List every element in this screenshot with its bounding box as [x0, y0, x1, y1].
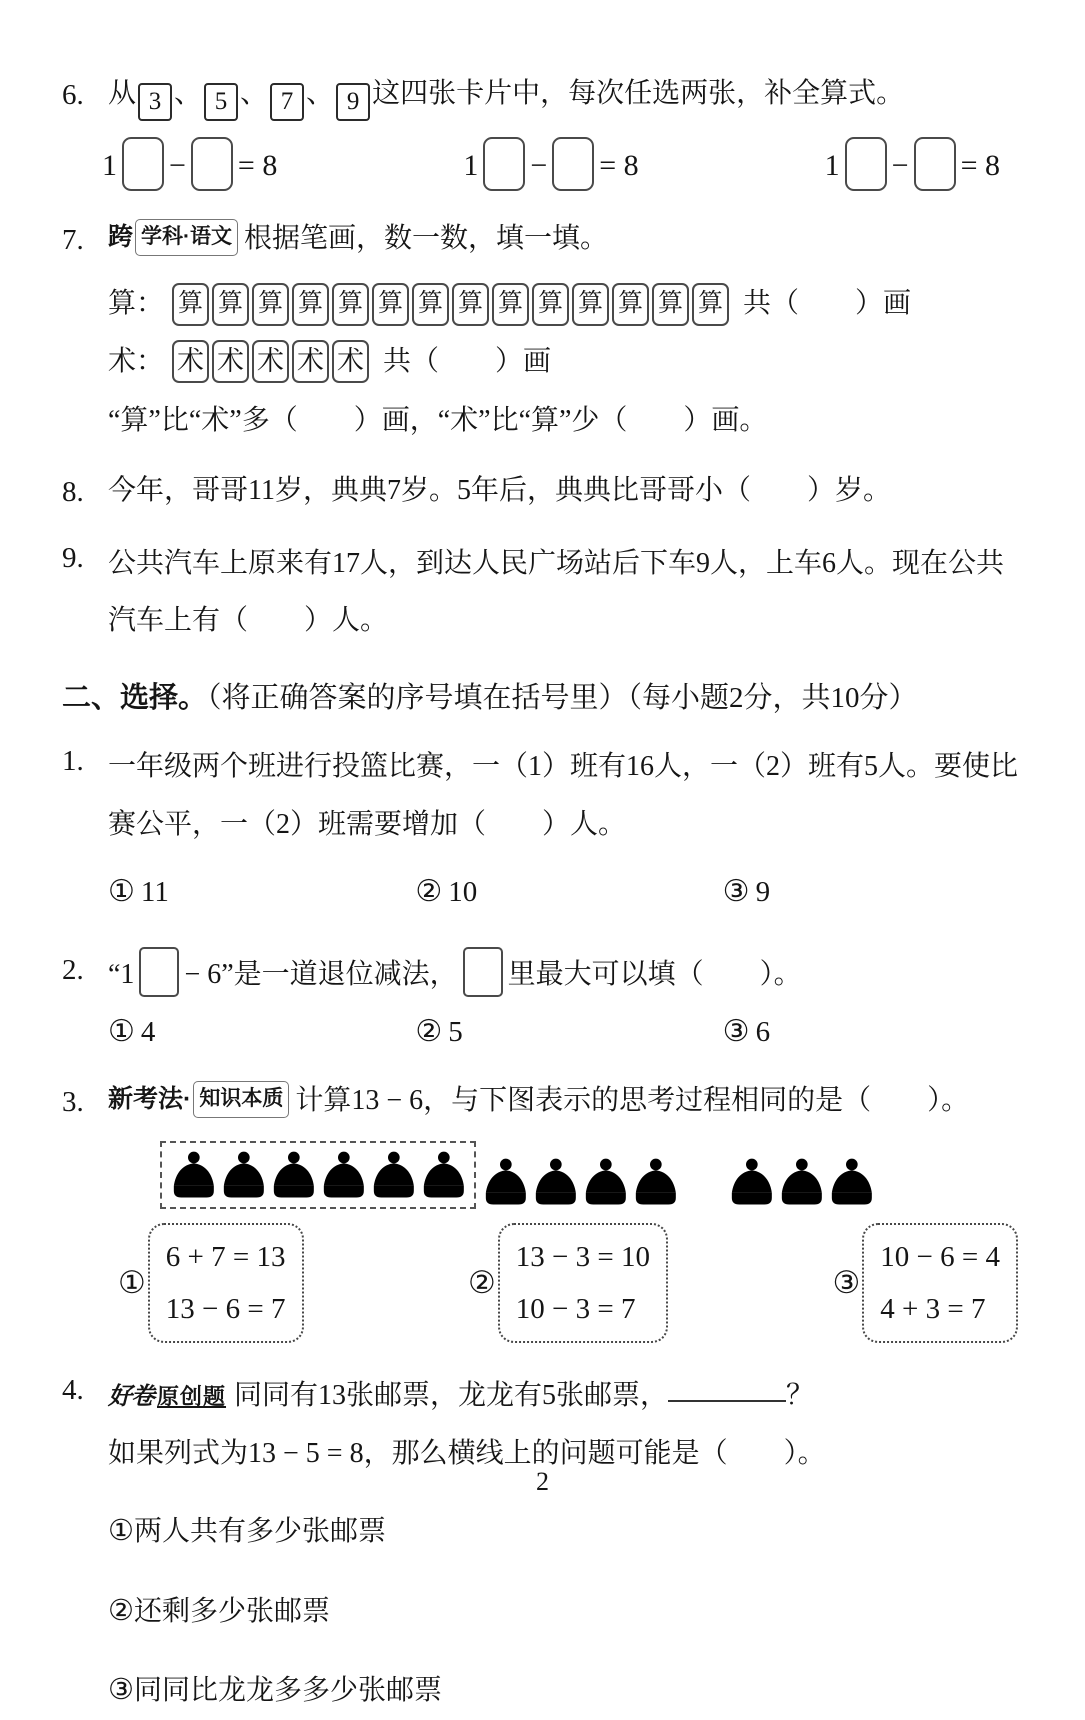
question-number: 2. [62, 953, 84, 986]
choice-q3-text: 计算13 − 6，与下图表示的思考过程相同的是（ ）。 [295, 1085, 970, 1117]
cake-icon [826, 1155, 876, 1209]
choice-q1-body [108, 738, 1030, 922]
question-8-text: 今年，哥哥11岁，典典7岁。5年后，典典比哥哥小（ ）岁。 [108, 474, 891, 506]
question-number: 3. [62, 1086, 84, 1119]
cake-icon [368, 1148, 418, 1202]
question-number: 6. [62, 79, 84, 111]
option-mark: ① [108, 875, 135, 909]
cake-icon [318, 1148, 368, 1202]
option-mark: ③ [108, 1674, 134, 1707]
shu-label: 术： [108, 345, 165, 377]
question-number: 1. [62, 745, 84, 778]
equation-line: 6 + 7 = 13 [165, 1241, 286, 1273]
stroke-box: 术 [172, 340, 209, 383]
stroke-box: 算 [492, 283, 529, 326]
q6-equations [102, 137, 1000, 191]
choice-q1-text: 一年级两个班进行投篮比赛，一（1）班有16人，一（2）班有5人。要使比赛公平，一（2）班需要增加（ ）人。 [108, 751, 1019, 840]
q7-compare-line: “算”比“术”多（ ）画，“术”比“算”少（ ）画。 [108, 405, 768, 437]
question-7 [62, 217, 1030, 443]
stroke-box: 算 [612, 283, 649, 326]
stroke-box: 算 [412, 283, 449, 326]
option-label: 9 [755, 876, 771, 909]
option-3 [723, 1009, 1030, 1056]
question-6 [62, 72, 1030, 121]
q4-text1-post: ？ [786, 1380, 815, 1412]
option-1 [118, 1223, 304, 1343]
q2-text-post: 里最大可以填（ ）。 [507, 958, 802, 990]
option-mark: ② [415, 1014, 443, 1048]
equation-line: 13 − 6 = 7 [165, 1293, 286, 1326]
stroke-box: 算 [252, 283, 289, 326]
page-number: 2 [536, 1467, 549, 1496]
option-label: 4 [140, 1015, 156, 1048]
option-1 [108, 1009, 415, 1056]
answer-box [191, 137, 233, 191]
q4-text2: 如果列式为13 − 5 = 8，那么横线上的问题可能是（ ）。 [108, 1437, 826, 1469]
choice-question-4 [62, 1367, 1030, 1720]
equation-box [862, 1223, 1018, 1343]
option-label: 11 [140, 876, 169, 909]
equation-line: 10 − 6 = 4 [880, 1241, 1000, 1273]
answer-box [552, 137, 594, 191]
number-card: 9 [336, 83, 370, 121]
question-blank-line [668, 1396, 786, 1402]
stroke-box: 术 [252, 340, 289, 383]
original-question-badge [108, 1372, 226, 1421]
stroke-box: 术 [212, 340, 249, 383]
badge-boxed-text: 知识本质 [193, 1081, 289, 1118]
suan-total-blank: 共（ ）画 [743, 288, 912, 320]
option-2 [108, 1582, 1030, 1641]
badge-bold-text: 跨 [108, 223, 134, 251]
question-number: 7. [62, 224, 84, 256]
number-card: 3 [138, 83, 172, 121]
cross-subject-badge [108, 218, 238, 257]
question-7-body [108, 217, 1030, 443]
cake-group-right-3 [726, 1155, 876, 1209]
choice-q1-options [108, 861, 1030, 923]
stroke-box: 算 [652, 283, 689, 326]
choice-q3-body [108, 1079, 1030, 1122]
equation-line: 13 − 3 = 10 [515, 1241, 650, 1273]
equation-box [148, 1223, 304, 1343]
section-2-title: 二、选择。 [62, 682, 208, 715]
option-mark: ① [108, 1515, 134, 1548]
equation-blank: 1 − = 8 [463, 137, 638, 191]
cake-icon [530, 1155, 580, 1209]
option-mark: ③ [722, 875, 750, 909]
number-card: 7 [270, 83, 304, 121]
option-2 [415, 861, 722, 923]
stroke-box: 算 [212, 283, 249, 326]
stroke-box: 算 [172, 283, 209, 326]
cake-icon [168, 1148, 218, 1202]
q7-text: 根据笔画，数一数，填一填。 [244, 223, 609, 254]
choice-q3-options [118, 1223, 1018, 1343]
section-2-heading [62, 675, 1030, 716]
stroke-box: 算 [292, 283, 329, 326]
cake-icon [418, 1148, 468, 1202]
option-mark: ③ [832, 1265, 861, 1301]
equation-blank: 1 − = 8 [102, 137, 277, 191]
answer-box [122, 137, 164, 191]
q2-text-mid: − 6”是一道退位减法， [184, 958, 458, 990]
equation-box [498, 1223, 668, 1343]
option-mark: ① [108, 1014, 135, 1048]
q6-text-pre: 从 [108, 78, 137, 109]
stroke-box: 算 [332, 283, 369, 326]
option-3 [832, 1223, 1018, 1343]
option-2 [415, 1009, 722, 1056]
shu-stroke-boxes [172, 340, 369, 383]
separator: 、 [174, 78, 203, 109]
option-1 [108, 1502, 1030, 1561]
answer-box [914, 137, 956, 191]
answer-box [845, 137, 887, 191]
separator: 、 [240, 78, 269, 109]
q4-text1-pre: 同同有13张邮票，龙龙有5张邮票， [234, 1380, 669, 1412]
q2-text-pre: “1 [108, 958, 135, 990]
option-label: 同同比龙龙多多少张邮票 [134, 1675, 443, 1707]
option-label: 两人共有多少张邮票 [134, 1516, 387, 1548]
badge-sub-text: 原创题 [157, 1384, 227, 1410]
shu-stroke-row [108, 340, 1030, 383]
option-label: 5 [448, 1015, 463, 1048]
equation-line: 10 − 3 = 7 [515, 1293, 636, 1326]
option-mark: ③ [722, 1014, 750, 1048]
cake-icon [480, 1155, 530, 1209]
separator: 、 [306, 78, 335, 109]
cake-icon [218, 1148, 268, 1202]
q6-text-post: 这四张卡片中，每次任选两张，补全算式。 [372, 78, 905, 109]
option-label: 10 [448, 876, 478, 909]
badge-logo-text: 好卷 [108, 1383, 154, 1411]
suan-stroke-row [108, 282, 1030, 325]
answer-box [139, 947, 179, 997]
choice-q4-body [108, 1367, 1030, 1720]
option-mark: ② [108, 1594, 134, 1627]
stroke-box: 术 [332, 340, 369, 383]
question-6-body [108, 72, 1030, 121]
choice-q2-body [108, 947, 1030, 1056]
question-number: 8. [62, 475, 84, 508]
choice-q2-options [108, 1009, 1030, 1056]
choice-question-2 [62, 947, 1030, 1056]
answer-box [483, 137, 525, 191]
choice-question-1 [62, 738, 1030, 922]
stroke-box: 算 [572, 283, 609, 326]
cake-icon [268, 1148, 318, 1202]
equation-line: 4 + 3 = 7 [880, 1293, 986, 1326]
question-number: 9. [62, 541, 84, 574]
stroke-box: 算 [452, 283, 489, 326]
option-label: 6 [755, 1015, 771, 1048]
cake-icon [776, 1155, 826, 1209]
option-mark: ② [415, 875, 443, 909]
stroke-box: 术 [292, 340, 329, 383]
option-1 [108, 861, 415, 923]
question-number: 4. [62, 1374, 84, 1407]
new-method-badge [108, 1080, 289, 1119]
number-card: 5 [204, 83, 238, 121]
question-9 [62, 535, 1030, 650]
equation-blank: 1 − = 8 [825, 137, 1000, 191]
suan-label: 算： [108, 288, 165, 320]
option-mark: ① [118, 1265, 146, 1301]
option-mark: ② [467, 1265, 496, 1301]
cake-group-boxed-6 [160, 1141, 476, 1209]
option-3 [108, 1661, 1030, 1720]
option-2 [468, 1223, 668, 1343]
section-2-instructions: （将正确答案的序号填在括号里）（每小题2分，共10分） [207, 682, 918, 715]
cake-icon [630, 1155, 680, 1209]
option-3 [723, 861, 1030, 923]
cake-icon [580, 1155, 630, 1209]
question-8 [62, 469, 1030, 515]
cake-diagram [160, 1141, 1030, 1209]
stroke-box: 算 [692, 283, 729, 326]
badge-boxed-text: 学科·语文 [135, 219, 238, 256]
suan-stroke-boxes [172, 283, 729, 326]
badge-bold-text: 新考法· [108, 1085, 192, 1114]
stroke-box: 算 [532, 283, 569, 326]
stroke-box: 算 [372, 283, 409, 326]
shu-total-blank: 共（ ）画 [383, 345, 552, 377]
choice-question-3 [62, 1079, 1030, 1125]
option-label: 还剩多少张邮票 [134, 1595, 331, 1627]
cake-icon [726, 1155, 776, 1209]
cake-group-middle-4 [480, 1155, 680, 1209]
answer-box [463, 947, 503, 997]
question-9-text: 公共汽车上原来有17人，到达人民广场站后下车9人，上车6人。现在公共汽车上有（ ）人。 [108, 547, 1005, 636]
